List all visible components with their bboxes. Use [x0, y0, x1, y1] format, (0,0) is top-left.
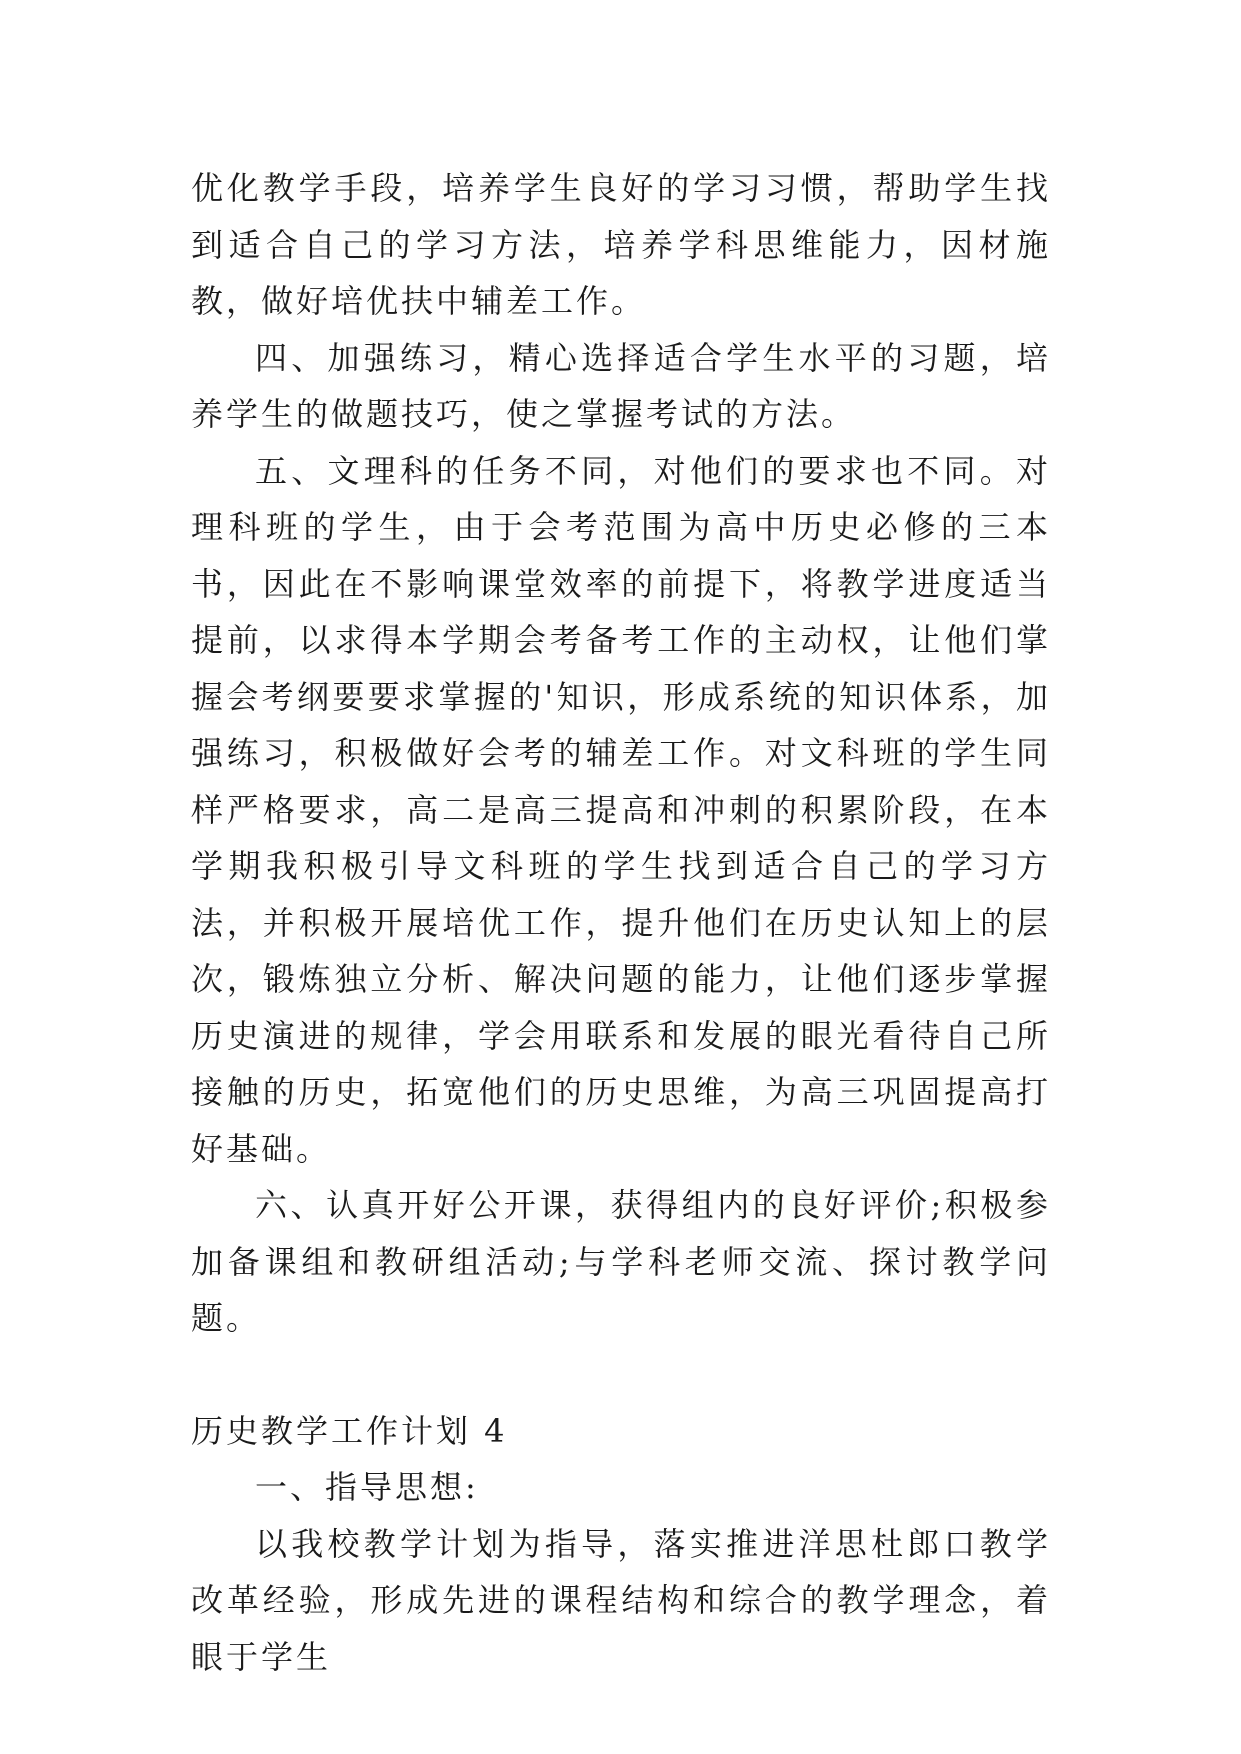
paragraph-item-4: 四、加强练习，精心选择适合学生水平的习题，培养学生的做题技巧，使之掌握考试的方法。 [191, 338, 1051, 433]
section-subheading: 一、指导思想: [255, 1468, 479, 1506]
paragraph-item-6: 六、认真开好公开课，获得组内的良好评价;积极参加备课组和教研组活动;与学科老师交流、探讨教学问题。 [191, 1186, 1051, 1337]
document-body [191, 160, 1051, 1685]
section-title: 历史教学工作计划 4 [191, 1411, 508, 1450]
paragraph-item-5: 五、文理科的任务不同，对他们的要求也不同。对理科班的学生，由于会考范围为高中历史必修的三本书，因此在不影响课堂效率的前提下，将教学进度适当提前，以求得本学期会考备考工作的主动权，让他们掌握会考纲要要求掌握的'知识，形成系统的知识体系，加强练习，积极做好会考的辅差工作。对文科班的学生同样严格要求，高二是高三提高和冲刺的积累阶段，在本学期我积极引导文科班的学生找到适合自己的学习方法，并积极开展培优工作，提升他们在历史认知上的层次，锻炼独立分析、解决问题的能力，让他们逐步掌握历史演进的规律，学会用联系和发展的眼光看待自己所接触的历史，拓宽他们的历史思维，为高三巩固提高打好基础。 [191, 451, 1051, 1168]
paragraph-continued: 优化教学手段，培养学生良好的学习习惯，帮助学生找到适合自己的学习方法，培养学科思维能力，因材施教，做好培优扶中辅差工作。 [191, 169, 1051, 320]
section-paragraph: 以我校教学计划为指导，落实推进洋思杜郎口教学改革经验，形成先进的课程结构和综合的教学理念，着眼于学生 [191, 1524, 1051, 1676]
